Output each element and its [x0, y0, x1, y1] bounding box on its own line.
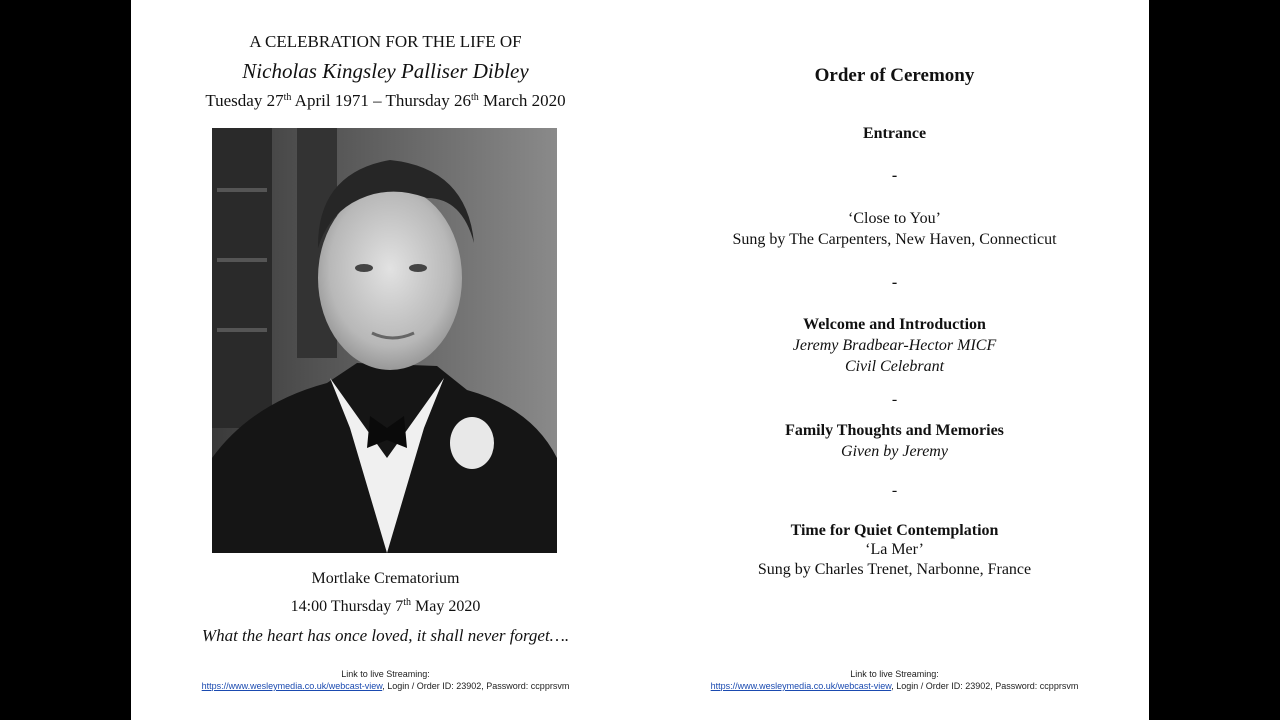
celebration-heading: A CELEBRATION FOR THE LIFE OF — [249, 32, 522, 51]
portrait-illustration — [212, 128, 557, 553]
separator-3: - — [891, 391, 898, 408]
stream-label-right: Link to live Streaming: — [850, 669, 939, 679]
life-dates: Tuesday 27th April 1971 – Thursday 26th March 2020 — [205, 91, 566, 110]
right-page — [640, 0, 1149, 720]
stream-credentials: , Login / Order ID: 23902, Password: ccpprsvm — [382, 681, 570, 691]
venue: Mortlake Crematorium — [311, 570, 460, 587]
left-page — [131, 0, 640, 720]
welcome-heading: Welcome and Introduction — [803, 316, 986, 333]
song-2-title: ‘La Mer’ — [865, 541, 924, 558]
quiet-heading: Time for Quiet Contemplation — [790, 522, 999, 539]
stream-info-right — [640, 681, 1149, 691]
memorial-quote: What the heart has once loved, it shall never forget…. — [201, 626, 570, 645]
family-heading: Family Thoughts and Memories — [785, 422, 1004, 439]
celebrant-name: Jeremy Bradbear-Hector MICF — [792, 337, 997, 354]
stream-info — [131, 681, 640, 691]
portrait-photo — [212, 128, 557, 553]
separator-4: - — [891, 482, 898, 499]
stream-link-right[interactable]: https://www.wesleymedia.co.uk/webcast-view — [710, 681, 892, 691]
separator-2: - — [891, 274, 898, 291]
separator-1: - — [891, 167, 898, 184]
document-sheet — [131, 0, 1149, 720]
deceased-name: Nicholas Kingsley Palliser Dibley — [242, 59, 529, 83]
stream-credentials-right: , Login / Order ID: 23902, Password: ccpprsvm — [891, 681, 1079, 691]
song-1-artist: Sung by The Carpenters, New Haven, Connecticut — [732, 231, 1057, 248]
family-given-by: Given by Jeremy — [841, 443, 948, 460]
service-time: 14:00 Thursday 7th May 2020 — [290, 597, 481, 615]
stream-link[interactable]: https://www.wesleymedia.co.uk/webcast-view — [201, 681, 383, 691]
song-1-title: ‘Close to You’ — [848, 210, 941, 227]
celebrant-role: Civil Celebrant — [844, 358, 945, 375]
song-2-artist: Sung by Charles Trenet, Narbonne, France — [757, 561, 1032, 578]
entrance-heading: Entrance — [862, 125, 927, 142]
ceremony-title: Order of Ceremony — [814, 65, 975, 86]
stream-label: Link to live Streaming: — [341, 669, 430, 679]
